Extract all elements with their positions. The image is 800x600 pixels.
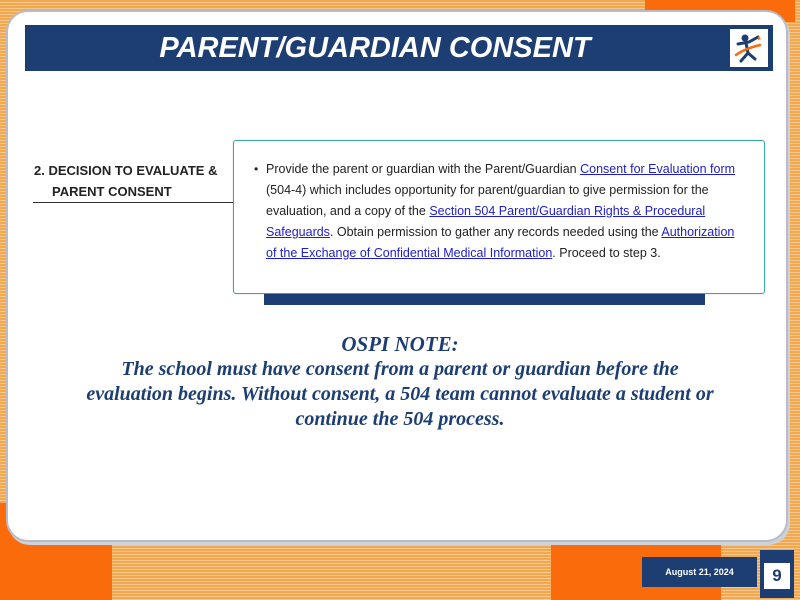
medical-info-authorization-link[interactable]: Authorization of the Exchange of Confidential Medical Information	[266, 225, 735, 260]
bullet: •	[254, 162, 259, 176]
logo	[730, 29, 768, 67]
callout-text	[266, 159, 746, 264]
date-label: August 21, 2024	[642, 557, 757, 587]
callout-text-3: . Obtain permission to gather any records needed using the	[329, 225, 662, 239]
note-body: The school must have consent from a parent or guardian before the evaluation begins. Without consent, a 504 team cannot evaluate a student or continue the 504 process.	[86, 358, 714, 430]
step-label-line2: PARENT CONSENT	[52, 184, 172, 199]
consent-form-link[interactable]: Consent for Evaluation form	[580, 162, 736, 176]
step-label	[34, 160, 234, 202]
note-title: OSPI NOTE:	[341, 332, 459, 356]
step-label-line1: 2. DECISION TO EVALUATE &	[34, 163, 218, 178]
page-number: 9	[764, 563, 790, 589]
callout-text-2: (504-4) which includes opportunity for parent/guardian to give permission for the evaluation, and a copy of the	[266, 183, 709, 218]
title-bar	[25, 25, 773, 71]
ospi-note	[80, 332, 720, 432]
page-number-box	[760, 550, 794, 598]
ospi-figure-logo-icon	[732, 31, 766, 65]
step-divider	[33, 202, 238, 203]
rights-safeguards-link[interactable]: Section 504 Parent/Guardian Rights & Procedural Safeguards	[266, 204, 706, 239]
callout-text-1: Provide the parent or guardian with the Parent/Guardian	[266, 162, 581, 176]
callout-box	[233, 140, 765, 294]
callout-text-4: . Proceed to step 3.	[552, 246, 661, 260]
page-title: PARENT/GUARDIAN CONSENT	[159, 32, 591, 64]
